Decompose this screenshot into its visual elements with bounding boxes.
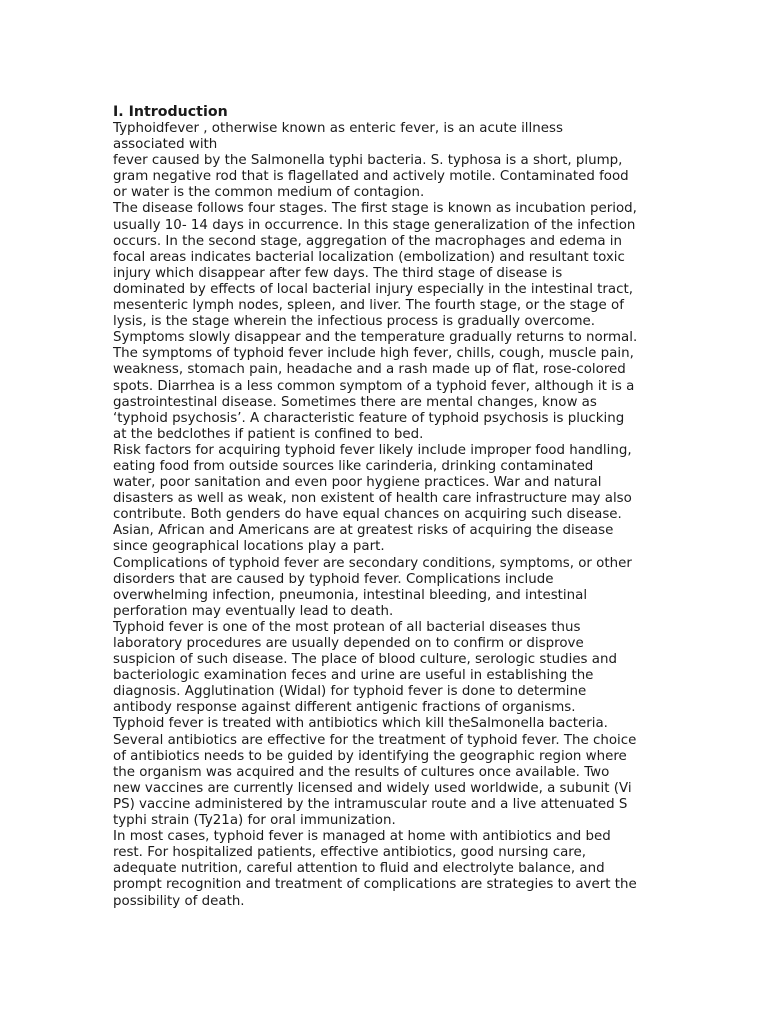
paragraph-stages: The disease follows four stages. The first stage is known as incubation period, usually 10- 14 days in occurrence. In this stage generalization of the infection occurs. In the second stage, aggregation of the macrophages and edema in focal areas indicates bacterial localization (embolization) and resultant toxic injury which disappear after few days. The third stage of disease is dominated by effects of local bacterial injury especially in the intestinal tract, mesenteric lymph nodes, spleen, and liver. The fourth stage, or the stage of lysis, is the stage wherein the infectious process is gradually overcome. Symptoms slowly disappear and the temperature gradually returns to normal. bbox=[113, 201, 638, 346]
paragraph-risk-factors: Risk factors for acquiring typhoid fever likely include improper food handling, eating food from outside sources like carinderia, drinking contaminated water, poor sanitation and even poor hygiene practices. War and natural disasters as well as weak, non existent of health care infrastructure may also contribute. Both genders do have equal chances on acquiring such disease. Asian, African and Americans are at greatest risks of acquiring the disease since geographical locations play a part. bbox=[113, 442, 632, 555]
paragraph-treatment: Typhoid fever is treated with antibiotics which kill theSalmonella bacteria. Several antibiotics are effective for the treatment of typhoid fever. The choice of antibiotics needs to be guided by identifying the geographic region where the organism was acquired and the results of cultures once available. Two new vaccines are currently licensed and widely used worldwide, a subunit (Vi PS) vaccine administered by the intramuscular route and a live attenuated S typhi strain (Ty21a) for oral immunization. bbox=[113, 716, 637, 829]
paragraph-intro: Typhoidfever , otherwise known as enteric fever, is an acute illness associated with fever caused by the Salmonella typhi bacteria. S. typhosa is a short, plump, gram negative rod that is flagellated and actively motile. Contaminated food or water is the common medium of contagion. bbox=[113, 121, 629, 201]
section-heading: I. Introduction bbox=[113, 104, 228, 120]
paragraph-management: In most cases, typhoid fever is managed at home with antibiotics and bed rest. For hospitalized patients, effective antibiotics, good nursing care, adequate nutrition, careful attention to fluid and electrolyte balance, and prompt recognition and treatment of complications are strategies to avert the possibility of death. bbox=[113, 829, 637, 909]
document-body bbox=[113, 103, 658, 910]
paragraph-complications: Complications of typhoid fever are secondary conditions, symptoms, or other disorders that are caused by typhoid fever. Complications include overwhelming infection, pneumonia, intestinal bleeding, and intestinal perforation may eventually lead to death. bbox=[113, 555, 632, 619]
paragraph-symptoms: The symptoms of typhoid fever include high fever, chills, cough, muscle pain, weakness, stomach pain, headache and a rash made up of flat, rose-colored spots. Diarrhea is a less common symptom of a typhoid fever, although it is a gastrointestinal disease. Sometimes there are mental changes, know as ‘typhoid psychosis’. A characteristic feature of typhoid psychosis is plucking at the bedclothes if patient is confined to bed. bbox=[113, 346, 635, 442]
paragraph-diagnosis: Typhoid fever is one of the most protean of all bacterial diseases thus laboratory procedures are usually depended on to confirm or disprove suspicion of such disease. The place of blood culture, serologic studies and bacteriologic examination feces and urine are useful in establishing the diagnosis. Agglutination (Widal) for typhoid fever is done to determine antibody response against different antigenic fractions of organisms. bbox=[113, 619, 617, 716]
